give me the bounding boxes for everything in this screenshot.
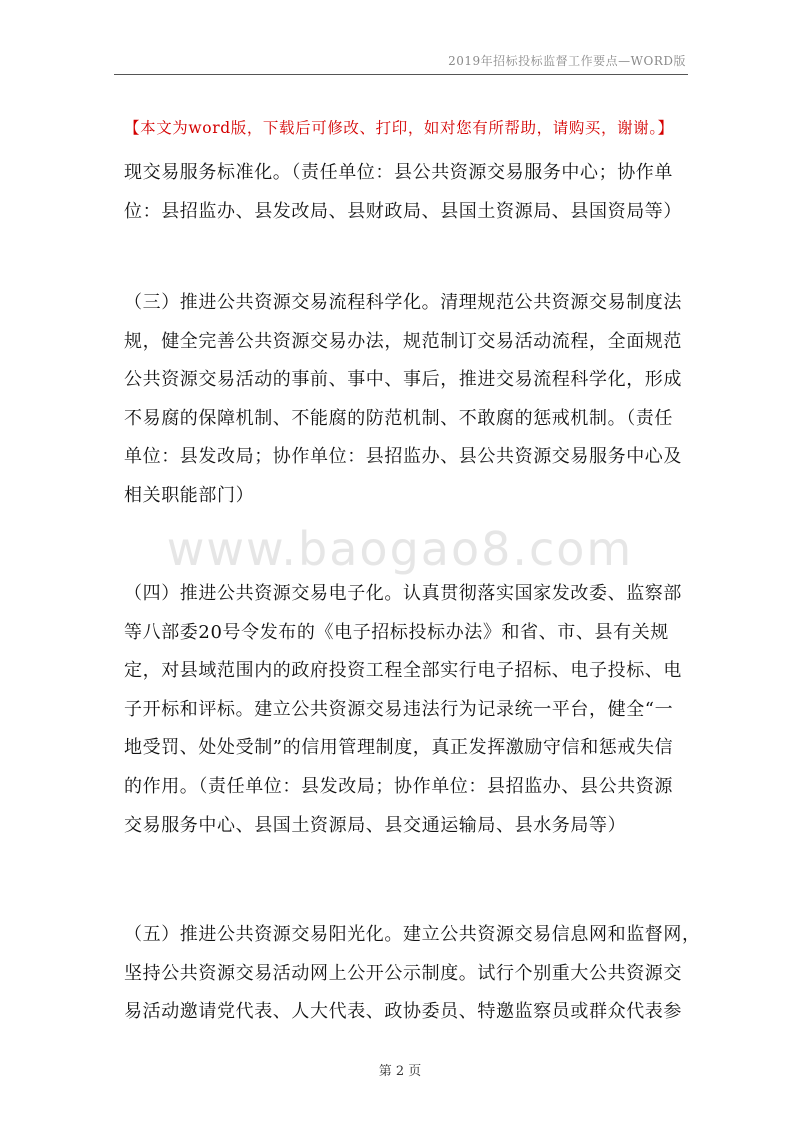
- paragraph-line: 交易服务中心、县国土资源局、县交通运输局、县水务局等）: [124, 814, 627, 836]
- paragraph-line: 等八部委20号令发布的《电子招标投标办法》和省、市、县有关规: [124, 621, 669, 643]
- paragraph-line: 坚持公共资源交易活动网上公开公示制度。试行个别重大公共资源交: [124, 962, 682, 984]
- paragraph-line: 位：县招监办、县发改局、县财政局、县国土资源局、县国资局等）: [124, 200, 682, 222]
- paragraph-line: 的作用。（责任单位：县发改局；协作单位：县招监办、县公共资源: [124, 775, 673, 797]
- site-watermark: www.baogao8.com: [166, 522, 634, 576]
- paragraph-line: 不易腐的保障机制、不能腐的防范机制、不敢腐的惩戒机制。（责任: [124, 407, 673, 429]
- paragraph-line: 子开标和评标。建立公共资源交易违法行为记录统一平台，健全“一: [124, 698, 674, 720]
- paragraph-line: （四）推进公共资源交易电子化。认真贯彻落实国家发改委、监察部: [124, 583, 682, 604]
- header-divider: [114, 74, 688, 75]
- paragraph-4-section-five: [124, 916, 701, 1032]
- paragraph-line: 单位：县发改局；协作单位：县招监办、县公共资源交易服务中心及: [124, 446, 682, 468]
- page-number: 第 2 页: [378, 1064, 422, 1079]
- paragraph-1: [124, 154, 690, 231]
- paragraph-2-section-three: [124, 284, 690, 516]
- document-header-title: 2019年招标投标监督工作要点—WORD版: [448, 54, 686, 68]
- paragraph-line: 地受罚、处处受制”的信用管理制度，真正发挥激励守信和惩戒失信: [124, 737, 674, 759]
- paragraph-3-section-four: [124, 575, 690, 845]
- paragraph-line: 规，健全完善公共资源交易办法，规范制订交易活动流程，全面规范: [124, 330, 682, 352]
- paragraph-line: 公共资源交易活动的事前、事中、事后，推进交易流程科学化，形成: [124, 369, 682, 391]
- paragraph-line: 定，对县域范围内的政府投资工程全部实行电子招标、电子投标、电: [124, 660, 682, 682]
- paragraph-line: （五）推进公共资源交易阳光化。建立公共资源交易信息网和监督网，: [124, 924, 701, 945]
- paragraph-line: 相关职能部门）: [124, 484, 255, 506]
- download-notice: 【本文为word版，下载后可修改、打印，如对您有所帮助，请购买，谢谢。】: [124, 119, 674, 137]
- paragraph-line: （三）推进公共资源交易流程科学化。清理规范公共资源交易制度法: [124, 292, 682, 313]
- paragraph-line: 易活动邀请党代表、人大代表、政协委员、特邀监察员或群众代表参: [124, 1001, 682, 1023]
- paragraph-line: 现交易服务标准化。（责任单位：县公共资源交易服务中心；协作单: [124, 162, 673, 183]
